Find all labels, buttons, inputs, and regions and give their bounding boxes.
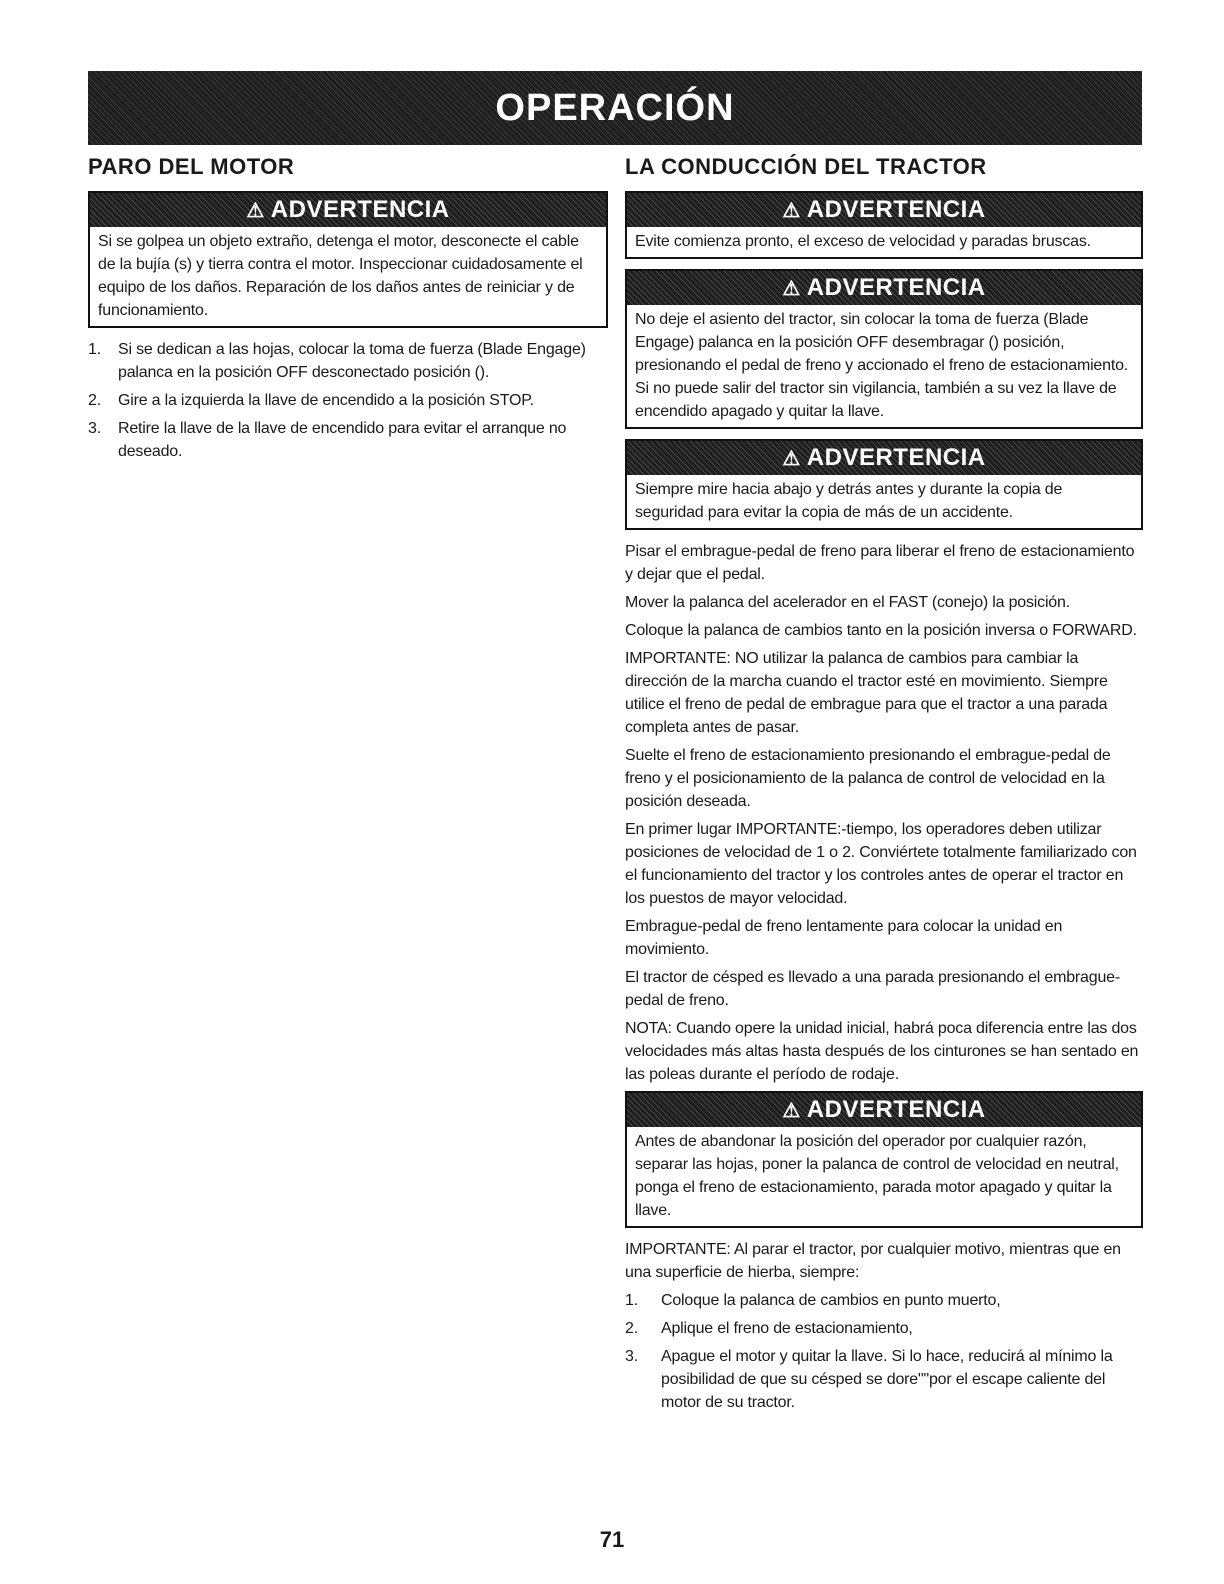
warning-title: ADVERTENCIA xyxy=(270,196,450,223)
left-column xyxy=(88,153,608,468)
warning-header xyxy=(90,193,606,227)
paragraph: Suelte el freno de estacionamiento presionando el embrague-pedal de freno y el posicionamiento de la palanca de control de velocidad en la posición deseada. xyxy=(625,747,1111,810)
warning-box xyxy=(625,269,1143,429)
warning-triangle-icon: ⚠ xyxy=(782,200,801,222)
paragraph: El tractor de césped es llevado a una parada presionando el embrague-pedal de freno. xyxy=(625,969,1120,1009)
right-column xyxy=(625,153,1143,1419)
paragraph: En primer lugar IMPORTANTE:-tiempo, los operadores deben utilizar posiciones de velocidad de 1 o 2. Conviértete totalmente familiarizado con el funcionamiento del tractor y los controles antes de operar el tractor en los puestos de mayor velocidad. xyxy=(625,821,1137,907)
paragraph: Mover la palanca del acelerador en el FAST (conejo) la posición. xyxy=(625,594,1070,611)
warning-triangle-icon: ⚠ xyxy=(782,1100,801,1122)
section-banner: OPERACIÓN xyxy=(88,71,1142,145)
page-number: 71 xyxy=(599,1527,625,1552)
paragraph: Embrague-pedal de freno lentamente para colocar la unidad en movimiento. xyxy=(625,918,1063,958)
list-item: 2. Gire a la izquierda la llave de encendido a la posición STOP. xyxy=(88,392,534,409)
list-item: 1. Si se dedican a las hojas, colocar la toma de fuerza (Blade Engage) palanca en la posición OFF desconectado posición (). xyxy=(88,341,586,381)
list-item: 3. Apague el motor y quitar la llave. Si lo hace, reducirá al mínimo la posibilidad de que su césped se dore""por el escape caliente del motor de su tractor. xyxy=(625,1348,1113,1411)
list-item: 2. Aplique el freno de estacionamiento, xyxy=(625,1320,913,1337)
warning-header xyxy=(627,1093,1141,1127)
warning-text: No deje el asiento del tractor, sin colocar la toma de fuerza (Blade Engage) palanca en la posición OFF desembragar () posición, presionando el pedal de freno y accionado el freno de estacionamiento. Si no puede salir del tractor sin vigilancia, también a su vez la llave de encendido apagado y quitar la llave. xyxy=(635,311,1129,420)
warning-box xyxy=(625,439,1143,530)
paragraph: NOTA: Cuando opere la unidad inicial, habrá poca diferencia entre las dos velocidades más altas hasta después de los cinturones se han sentado en las poleas durante el período de rodaje. xyxy=(625,1020,1139,1083)
warning-header xyxy=(627,193,1141,227)
paragraph: Coloque la palanca de cambios tanto en la posición inversa o FORWARD. xyxy=(625,622,1137,639)
warning-title: ADVERTENCIA xyxy=(806,196,986,223)
step-list xyxy=(625,1289,1143,1414)
warning-title: ADVERTENCIA xyxy=(806,274,986,301)
warning-title: ADVERTENCIA xyxy=(806,444,986,471)
paragraph: IMPORTANTE: NO utilizar la palanca de cambios para cambiar la dirección de la marcha cuando el tractor esté en movimiento. Siempre utilice el freno de pedal de embrague para que el tractor a una parada completa antes de pasar. xyxy=(625,650,1108,736)
list-item: 1. Coloque la palanca de cambios en punto muerto, xyxy=(625,1292,1001,1309)
warning-text: Evite comienza pronto, el exceso de velocidad y paradas bruscas. xyxy=(635,233,1091,250)
warning-title: ADVERTENCIA xyxy=(806,1096,986,1123)
warning-box xyxy=(88,191,608,328)
warning-triangle-icon: ⚠ xyxy=(782,448,801,470)
paragraph: Pisar el embrague-pedal de freno para liberar el freno de estacionamiento y dejar que el pedal. xyxy=(625,543,1135,583)
warning-text: Si se golpea un objeto extraño, detenga el motor, desconecte el cable de la bujía (s) y tierra contra el motor. Inspeccionar cuidadosamente el equipo de los daños. Reparación de los daños antes de reiniciar y de funcionamiento. xyxy=(98,233,583,319)
warning-box xyxy=(625,191,1143,259)
step-list xyxy=(88,338,608,463)
warning-triangle-icon: ⚠ xyxy=(246,200,265,222)
heading-engine-stop: PARO DEL MOTOR xyxy=(88,154,295,179)
warning-header xyxy=(627,271,1141,305)
warning-header xyxy=(627,441,1141,475)
important-note: IMPORTANTE: Al parar el tractor, por cualquier motivo, mientras que en una superficie de hierba, siempre: xyxy=(625,1241,1121,1281)
list-item: 3. Retire la llave de la llave de encendido para evitar el arranque no deseado. xyxy=(88,420,567,460)
warning-box xyxy=(625,1091,1143,1228)
warning-text: Siempre mire hacia abajo y detrás antes y durante la copia de seguridad para evitar la copia de más de un accidente. xyxy=(635,481,1063,521)
heading-driving-tractor: LA CONDUCCIÓN DEL TRACTOR xyxy=(625,154,987,179)
warning-triangle-icon: ⚠ xyxy=(782,278,801,300)
warning-text: Antes de abandonar la posición del operador por cualquier razón, separar las hojas, poner la palanca de control de velocidad en neutral, ponga el freno de estacionamiento, parada motor apagado y quitar la llave. xyxy=(635,1133,1119,1219)
